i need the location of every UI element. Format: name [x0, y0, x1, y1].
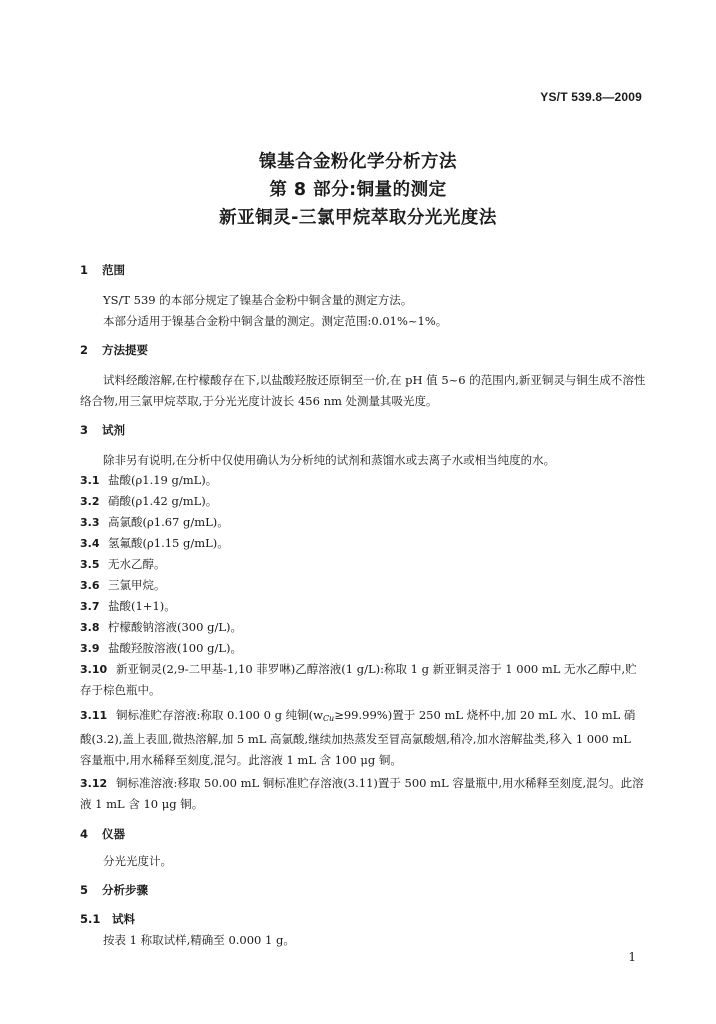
section-title: 试剂	[102, 423, 125, 437]
section-3-heading	[80, 422, 125, 438]
item-subscript: Cu	[322, 714, 335, 723]
title-line-3: 新亚铜灵-三氯甲烷萃取分光光度法	[219, 208, 497, 228]
item-number: 3.6	[80, 579, 100, 592]
item-number: 3.5	[80, 558, 100, 571]
reagent-item	[80, 596, 646, 617]
section-title: 仪器	[102, 827, 125, 841]
item-text: 盐酸(1+1)。	[108, 599, 176, 613]
reagent-item	[80, 491, 646, 512]
reagent-item-3-11	[80, 705, 646, 771]
item-number: 3.11	[80, 709, 108, 722]
title-line-2: 第 8 部分:铜量的测定	[269, 180, 447, 200]
reagent-item	[80, 575, 646, 596]
item-number: 3.4	[80, 537, 100, 550]
section-2-heading	[80, 342, 148, 358]
subsection-5-1-heading	[80, 911, 135, 927]
item-text: 盐酸羟胺溶液(100 g/L)。	[108, 641, 242, 655]
item-text: 三氯甲烷。	[108, 578, 166, 592]
item-number: 3.8	[80, 621, 100, 634]
item-text: 新亚铜灵(2,9-二甲基-1,10 菲罗啉)乙醇溶液(1 g/L):称取 1 g 新亚铜灵溶于 1 000 mL 无水乙醇中,贮存于棕色瓶中。	[80, 662, 637, 697]
section-4-heading	[80, 826, 125, 842]
item-number: 3.7	[80, 600, 100, 613]
standard-code: YS/T 539.8—2009	[540, 90, 642, 104]
item-text: 柠檬酸钠溶液(300 g/L)。	[108, 620, 242, 634]
item-number: 3.9	[80, 642, 100, 655]
item-text: 硝酸(ρ1.42 g/mL)。	[108, 494, 218, 508]
item-text: 无水乙醇。	[108, 557, 166, 571]
reagent-item	[80, 512, 646, 533]
reagent-item	[80, 533, 646, 554]
section-5-heading	[80, 882, 148, 898]
item-text: ≥99.99%)置于 250 mL 烧杯中,加 20 mL 水、10 mL 硝酸(3.2),盖上表皿,微热溶解,加 5 mL 高氯酸,继续加热蒸发至冒高氯酸烟,稍冷,加水溶解盐类,移入 1 000 mL 容量瓶中,用水稀释至刻度,混匀。此溶液 1 mL 含 100 μg 铜。	[80, 708, 636, 767]
section-number: 4	[80, 827, 89, 841]
subsection-number: 5.1	[80, 912, 101, 926]
item-number: 3.3	[80, 516, 100, 529]
section-4-paragraph-1: 分光光度计。	[103, 854, 172, 868]
section-1-paragraph-1: YS/T 539 的本部分规定了镍基合金粉中铜含量的测定方法。	[103, 293, 413, 307]
section-2-paragraph-1: 试料经酸溶解,在柠檬酸存在下,以盐酸羟胺还原铜至一价,在 pH 值 5~6 的范围内,新亚铜灵与铜生成不溶性络合物,用三氯甲烷萃取,于分光光度计波长 456 nm 处测量其吸光度。	[80, 373, 646, 408]
section-number: 2	[80, 343, 89, 357]
subsection-title: 试料	[112, 912, 135, 926]
reagent-item	[80, 554, 646, 575]
item-text: 氢氟酸(ρ1.15 g/mL)。	[108, 536, 229, 550]
reagent-item	[80, 470, 646, 491]
item-number: 3.2	[80, 495, 100, 508]
item-text: 盐酸(ρ1.19 g/mL)。	[108, 473, 218, 487]
reagent-item	[80, 638, 646, 659]
section-5-paragraph-1: 按表 1 称取试样,精确至 0.000 1 g。	[103, 933, 295, 947]
section-number: 3	[80, 423, 89, 437]
page-number: 1	[628, 950, 636, 964]
section-number: 1	[80, 263, 89, 277]
item-text: 铜标准溶液:移取 50.00 mL 铜标准贮存溶液(3.11)置于 500 mL 容量瓶中,用水稀释至刻度,混匀。此溶液 1 mL 含 10 μg 铜。	[80, 776, 644, 811]
section-title: 分析步骤	[102, 883, 148, 897]
document-title	[0, 148, 716, 232]
item-text: 铜标准贮存溶液:称取 0.100 0 g 纯铜(w	[116, 708, 323, 722]
section-1-paragraph-2: 本部分适用于镍基合金粉中铜含量的测定。测定范围:0.01%~1%。	[103, 314, 448, 328]
item-number: 3.1	[80, 474, 100, 487]
reagent-item-3-10	[80, 659, 646, 701]
reagent-item	[80, 617, 646, 638]
section-number: 5	[80, 883, 89, 897]
section-title: 方法提要	[102, 343, 148, 357]
section-title: 范围	[102, 263, 125, 277]
title-line-1: 镍基合金粉化学分析方法	[259, 152, 457, 172]
item-text: 高氯酸(ρ1.67 g/mL)。	[108, 515, 229, 529]
section-1-heading	[80, 262, 125, 278]
item-number: 3.10	[80, 663, 108, 676]
reagent-item-3-12	[80, 773, 646, 815]
item-number: 3.12	[80, 777, 108, 790]
section-3-intro: 除非另有说明,在分析中仅使用确认为分析纯的试剂和蒸馏水或去离子水或相当纯度的水。	[103, 453, 556, 467]
